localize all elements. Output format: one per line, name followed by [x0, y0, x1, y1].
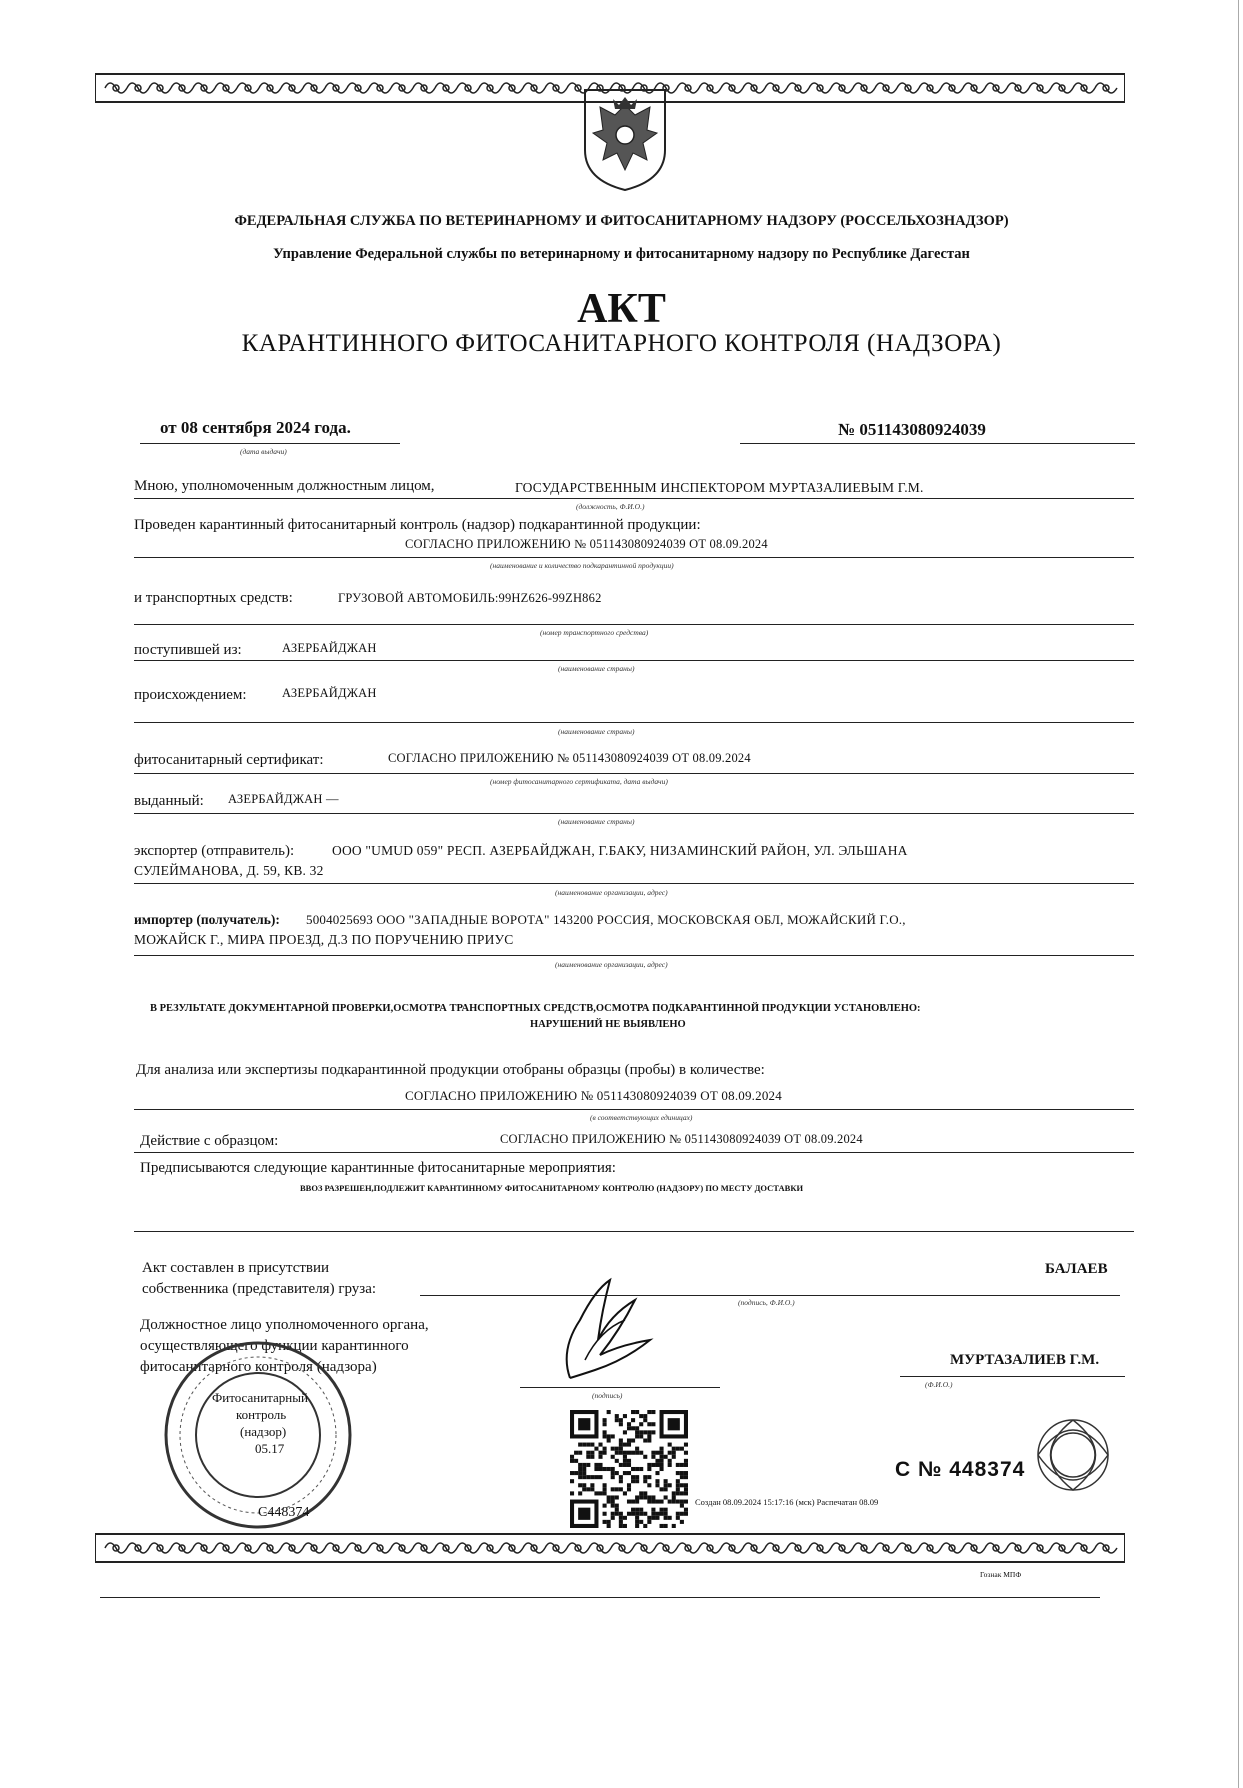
scan-edge-line	[100, 1597, 1100, 1598]
owner-name: БАЛАЕВ	[1045, 1261, 1108, 1277]
exporter-value-line2: СУЛЕЙМАНОВА, Д. 59, КВ. 32	[134, 863, 324, 878]
stamp-center-line3: (надзор)	[240, 1424, 287, 1439]
official-label-line1: Должностное лицо уполномоченного органа,	[140, 1317, 429, 1333]
qr-code	[570, 1410, 688, 1528]
samples-caption: (в соответствующих единицах)	[590, 1113, 693, 1122]
arrived-underline	[134, 660, 1134, 661]
exporter-value-line1: ООО "UMUD 059" РЕСП. АЗЕРБАЙДЖАН, Г.БАКУ, НИЗАМИНСКИЙ РАЙОН, УЛ. ЭЛЬШАНА	[332, 843, 908, 858]
control-value: СОГЛАСНО ПРИЛОЖЕНИЮ № 051143080924039 ОТ 08.09.2024	[405, 537, 768, 551]
samples-value: СОГЛАСНО ПРИЛОЖЕНИЮ № 051143080924039 ОТ 08.09.2024	[405, 1088, 782, 1103]
official-underline	[900, 1376, 1125, 1377]
signature-underline	[520, 1387, 720, 1388]
scan-right-edge	[1238, 0, 1239, 1788]
inspector-value: ГОСУДАРСТВЕННЫМ ИНСПЕКТОРОМ МУРТАЗАЛИЕВЫМ Г.М.	[515, 480, 924, 495]
certificate-caption: (номер фитосанитарного сертификата, дата выдачи)	[490, 777, 668, 786]
inspector-label: Мною, уполномоченным должностным лицом,	[134, 478, 435, 494]
measures-label: Предписываются следующие карантинные фитосанитарные мероприятия:	[140, 1160, 616, 1176]
transport-value: ГРУЗОВОЙ АВТОМОБИЛЬ:99HZ626-99ZH862	[338, 591, 602, 605]
owner-underline	[420, 1295, 1120, 1296]
inspector-underline	[134, 498, 1134, 499]
owner-label-line2: собственника (представителя) груза:	[142, 1281, 377, 1297]
importer-label: импортер (получатель):	[134, 912, 280, 927]
issued-caption: (наименование страны)	[558, 817, 635, 826]
form-id-under-stamp: С448374	[258, 1505, 310, 1520]
result-line2: НАРУШЕНИЙ НЕ ВЫЯВЛЕНО	[530, 1019, 686, 1030]
number-underline	[740, 443, 1135, 444]
stamp-center-line4: 05.17	[255, 1441, 285, 1456]
signature-caption: (подпись)	[592, 1391, 623, 1400]
transport-underline	[134, 624, 1134, 625]
arrived-caption: (наименование страны)	[558, 664, 635, 673]
issued-value: АЗЕРБАЙДЖАН —	[228, 792, 339, 806]
russian-coat-of-arms-emblem	[575, 85, 675, 195]
measures-value: ВВОЗ РАЗРЕШЕН,ПОДЛЕЖИТ КАРАНТИННОМУ ФИТОСАНИТАРНОМУ КОНТРОЛЮ (НАДЗОРУ) ПО МЕСТУ ДОСТАВКИ	[300, 1183, 804, 1193]
date-caption: (дата выдачи)	[240, 447, 287, 456]
measures-underline	[134, 1231, 1134, 1232]
result-line1: В РЕЗУЛЬТАТЕ ДОКУМЕНТАРНОЙ ПРОВЕРКИ,ОСМОТРА ТРАНСПОРТНЫХ СРЕДСТВ,ОСМОТРА ПОДКАРАНТИННОЙ ПРОДУКЦИИ УСТАНОВЛЕНО:	[150, 1003, 921, 1014]
owner-caption: (подпись, Ф.И.О.)	[738, 1298, 795, 1307]
origin-caption: (наименование страны)	[558, 727, 635, 736]
issued-underline	[134, 813, 1134, 814]
official-caption: (Ф.И.О.)	[925, 1380, 953, 1389]
origin-underline	[134, 722, 1134, 723]
sample-action-value: СОГЛАСНО ПРИЛОЖЕНИЮ № 051143080924039 ОТ 08.09.2024	[500, 1132, 863, 1146]
act-number: № 051143080924039	[838, 420, 986, 439]
importer-underline	[134, 955, 1134, 956]
origin-label: происхождением:	[134, 687, 247, 703]
importer-value-line1: 5004025693 ООО "ЗАПАДНЫЕ ВОРОТА" 143200 РОССИЯ, МОСКОВСКАЯ ОБЛ, МОЖАЙСКИЙ Г.О.,	[306, 912, 906, 927]
origin-value: АЗЕРБАЙДЖАН	[282, 686, 377, 700]
handwritten-signature	[540, 1270, 670, 1390]
importer-caption: (наименование организации, адрес)	[555, 960, 668, 969]
official-label-line2: осуществляющего функции карантинного	[140, 1338, 409, 1354]
document-subtitle: КАРАНТИННОГО ФИТОСАНИТАРНОГО КОНТРОЛЯ (НАДЗОРА)	[241, 330, 1002, 357]
created-timestamp: Создан 08.09.2024 15:17:16 (мск) Распечатан 08.09	[695, 1497, 879, 1507]
certificate-value: СОГЛАСНО ПРИЛОЖЕНИЮ № 051143080924039 ОТ 08.09.2024	[388, 751, 751, 765]
date-underline	[140, 443, 400, 444]
control-underline	[134, 557, 1134, 558]
act-date: от 08 сентября 2024 года.	[160, 418, 351, 437]
arrived-label: поступившей из:	[134, 642, 242, 658]
stamp-center-line2: контроль	[236, 1407, 287, 1422]
department-header: Управление Федеральной службы по ветеринарному и фитосанитарному надзору по Республике Дагестан	[273, 246, 970, 262]
exporter-underline	[134, 883, 1134, 884]
agency-header: ФЕДЕРАЛЬНАЯ СЛУЖБА ПО ВЕТЕРИНАРНОМУ И ФИТОСАНИТАРНОМУ НАДЗОРУ (РОССЕЛЬХОЗНАДЗОР)	[234, 213, 1009, 229]
samples-underline	[134, 1109, 1134, 1110]
document-title: АКТ	[577, 286, 666, 332]
control-caption: (наименование и количество подкарантинной продукции)	[490, 561, 674, 570]
exporter-caption: (наименование организации, адрес)	[555, 888, 668, 897]
sample-action-underline	[134, 1152, 1134, 1153]
official-name: МУРТАЗАЛИЕВ Г.М.	[950, 1352, 1100, 1368]
certificate-underline	[134, 773, 1134, 774]
corner-rosette-ornament	[1018, 1395, 1118, 1515]
stamp-center-line1: Фитосанитарный	[212, 1390, 308, 1405]
certificate-label: фитосанитарный сертификат:	[134, 752, 324, 768]
official-label-line3: фитосанитарного контроля (надзора)	[140, 1359, 377, 1375]
blank-serial-number: С № 448374	[895, 1458, 1026, 1481]
importer-value-line2: МОЖАЙСК Г., МИРА ПРОЕЗД, Д.3 ПО ПОРУЧЕНИЮ ПРИУС	[134, 932, 514, 947]
control-label: Проведен карантинный фитосанитарный контроль (надзор) подкарантинной продукции:	[134, 517, 701, 533]
transport-label: и транспортных средств:	[134, 590, 293, 606]
arrived-value: АЗЕРБАЙДЖАН	[282, 641, 377, 655]
inspector-caption: (должность, Ф.И.О.)	[576, 502, 645, 511]
exporter-label: экспортер (отправитель):	[134, 843, 295, 859]
printer-imprint: Гознак МПФ	[980, 1570, 1022, 1579]
owner-label-line1: Акт составлен в присутствии	[142, 1260, 330, 1276]
samples-label: Для анализа или экспертизы подкарантинной продукции отобраны образцы (пробы) в количестве:	[136, 1062, 765, 1078]
issued-label: выданный:	[134, 793, 204, 809]
transport-caption: (номер транспортного средства)	[540, 628, 649, 637]
bottom-ornamental-border	[95, 1528, 1125, 1568]
sample-action-label: Действие с образцом:	[140, 1133, 279, 1149]
